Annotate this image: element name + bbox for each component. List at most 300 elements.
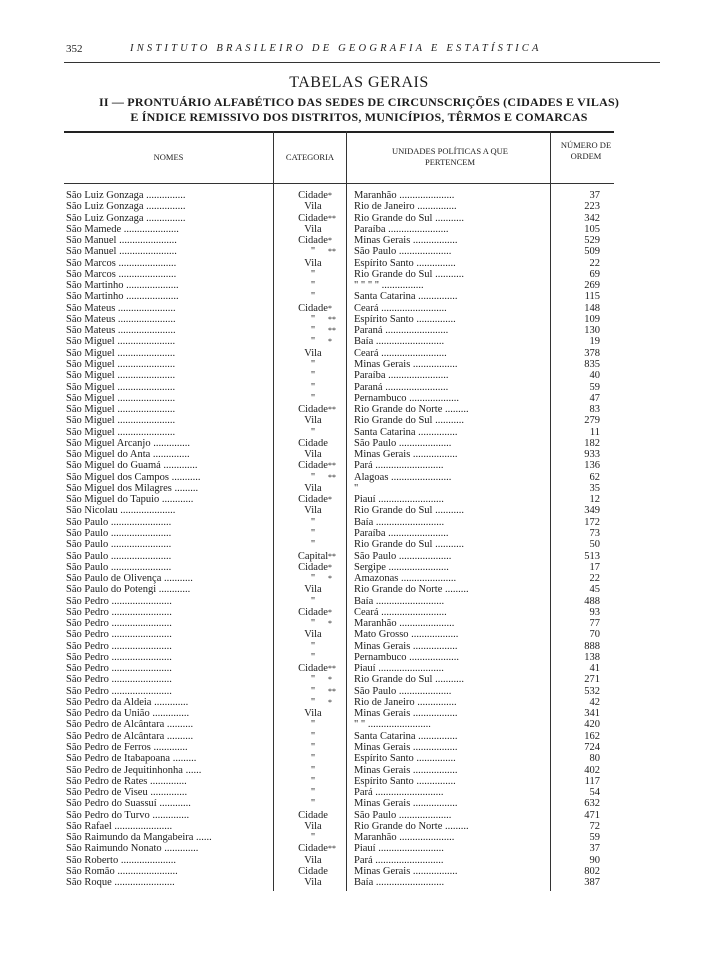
row-name: São Luiz Gonzaga ...............: [66, 212, 186, 224]
row-category: Vila: [304, 201, 322, 213]
row-number: 47: [589, 392, 600, 404]
row-name: São Pedro .......................: [66, 651, 172, 663]
row-number: 54: [589, 787, 600, 799]
row-category: Vila: [304, 347, 322, 359]
row-category: Vila: [304, 629, 322, 641]
row-category: Cidade: [298, 561, 328, 573]
row-number: 420: [584, 719, 600, 731]
row-name: São Miguel ......................: [66, 404, 176, 416]
row-unidade: Santa Catarina ...............: [354, 291, 458, 303]
row-unidade: Rio de Janeiro ...............: [354, 201, 457, 213]
row-name: São Paulo .......................: [66, 527, 172, 539]
header-rule: [64, 62, 660, 63]
row-name: São Pedro de Itabapoana .........: [66, 753, 197, 765]
table-row: [66, 787, 616, 798]
row-category: ": [310, 696, 316, 708]
row-name: São Pedro .......................: [66, 629, 172, 641]
row-number: 933: [584, 449, 600, 461]
row-number: 724: [584, 742, 600, 754]
table-row: [66, 404, 616, 415]
row-category: Vila: [304, 449, 322, 461]
row-name: São Pedro .......................: [66, 595, 172, 607]
table-row: [66, 472, 616, 483]
row-unidade: Rio Grande do Sul ...........: [354, 212, 464, 224]
row-number: 341: [584, 708, 600, 720]
row-category: Cidade: [298, 235, 328, 247]
row-name: São Manuel ......................: [66, 235, 177, 247]
row-unidade: Ceará .........................: [354, 347, 447, 359]
row-marks: *: [328, 337, 332, 347]
table-row: [66, 652, 616, 663]
row-name: São Nicolau .....................: [66, 505, 176, 517]
table-body: [66, 190, 616, 888]
row-category: ": [310, 764, 316, 776]
row-unidade: Pernambuco ...................: [354, 651, 459, 663]
row-category: ": [310, 730, 316, 742]
row-category: ": [310, 268, 316, 280]
table-row: [66, 753, 616, 764]
row-unidade: São Paulo ....................: [354, 550, 452, 562]
row-number: 835: [584, 358, 600, 370]
row-category: Vila: [304, 415, 322, 427]
row-name: São Pedro de Viseu ..............: [66, 787, 188, 799]
row-name: São Luiz Gonzaga ...............: [66, 190, 186, 201]
row-category: Cidade: [298, 843, 328, 855]
row-category: Vila: [304, 854, 322, 866]
row-number: 50: [589, 539, 600, 551]
table-row: [66, 663, 616, 674]
row-unidade: Piauí .........................: [354, 663, 444, 675]
row-number: 342: [584, 212, 600, 224]
table-row: [66, 382, 616, 393]
row-number: 471: [584, 809, 600, 821]
page-title: TABELAS GERAIS: [289, 74, 429, 91]
table-row: [66, 877, 616, 888]
table-row: [66, 336, 616, 347]
row-unidade: Alagoas .......................: [354, 471, 452, 483]
table-row: [66, 505, 616, 516]
row-category: Vila: [304, 877, 322, 889]
table-row: [66, 359, 616, 370]
row-marks: **: [328, 247, 336, 257]
row-number: 17: [589, 561, 600, 573]
row-unidade: São Paulo ....................: [354, 685, 452, 697]
row-unidade: Minas Gerais .................: [354, 798, 458, 810]
table-top-rule: [64, 131, 614, 133]
row-category: Cidade: [298, 190, 328, 201]
row-name: São Pedro de Alcântara ..........: [66, 719, 194, 731]
table-row: [66, 810, 616, 821]
row-category: Vila: [304, 708, 322, 720]
row-marks: **: [328, 686, 336, 696]
row-unidade: São Paulo ....................: [354, 809, 452, 821]
row-marks: **: [328, 314, 336, 324]
row-unidade: Amazonas .....................: [354, 573, 457, 585]
row-number: 632: [584, 798, 600, 810]
header-numero: NÚMERO DE ORDEM: [560, 140, 612, 161]
row-name: São Pedro de Rates ..............: [66, 775, 187, 787]
row-unidade: Maranhão .....................: [354, 190, 455, 201]
row-unidade: Mato Grosso ..................: [354, 629, 459, 641]
row-name: São Raimundo da Mangabeira ......: [66, 832, 212, 844]
table-row: [66, 269, 616, 280]
table-row: [66, 832, 616, 843]
row-marks: **: [328, 472, 336, 482]
row-category: Vila: [304, 505, 322, 517]
row-name: São Pedro .......................: [66, 685, 172, 697]
table-row: [66, 708, 616, 719]
table-row: [66, 517, 616, 528]
row-name: São Pedro .......................: [66, 663, 172, 675]
row-number: 80: [589, 753, 600, 765]
row-name: São Miguel ......................: [66, 381, 176, 393]
row-number: 37: [589, 843, 600, 855]
row-name: São Pedro .......................: [66, 618, 172, 630]
table-row: [66, 314, 616, 325]
row-unidade: " " " " ................: [354, 280, 424, 292]
row-marks: **: [328, 405, 336, 415]
row-number: 182: [584, 437, 600, 449]
row-name: São Miguel do Guamá .............: [66, 460, 198, 472]
row-category: ": [310, 742, 316, 754]
row-unidade: Minas Gerais .................: [354, 358, 458, 370]
row-name: São Miguel ......................: [66, 415, 176, 427]
row-number: 117: [584, 775, 600, 787]
row-category: ": [310, 618, 316, 630]
table-row: [66, 551, 616, 562]
row-unidade: Minas Gerais .................: [354, 764, 458, 776]
row-name: São Manuel ......................: [66, 246, 177, 258]
row-unidade: Pernambuco ...................: [354, 392, 459, 404]
row-category: ": [310, 651, 316, 663]
row-marks: *: [328, 675, 332, 685]
row-unidade: Piauí .........................: [354, 843, 444, 855]
table-row: [66, 483, 616, 494]
row-category: ": [310, 798, 316, 810]
row-number: 115: [584, 291, 600, 303]
row-category: ": [310, 370, 316, 382]
row-category: ": [310, 280, 316, 292]
row-unidade: Espírito Santo ...............: [354, 775, 456, 787]
table-row: [66, 855, 616, 866]
table-row: [66, 742, 616, 753]
row-category: ": [310, 573, 316, 585]
row-category: Cidade: [298, 606, 328, 618]
row-name: São Paulo de Olivença ...........: [66, 573, 193, 585]
row-category: ": [310, 358, 316, 370]
table-row: [66, 303, 616, 314]
row-number: 77: [589, 618, 600, 630]
row-category: Cidade: [298, 460, 328, 472]
table-row: [66, 719, 616, 730]
row-marks: *: [328, 562, 332, 572]
table-row: [66, 776, 616, 787]
row-unidade: Paraíba .......................: [354, 370, 449, 382]
table-row: [66, 731, 616, 742]
row-number: 22: [589, 573, 600, 585]
row-number: 130: [584, 325, 600, 337]
row-number: 37: [589, 190, 600, 201]
row-number: 72: [589, 820, 600, 832]
row-name: São Pedro do Suassuí ............: [66, 798, 191, 810]
row-number: 70: [589, 629, 600, 641]
table-row: [66, 866, 616, 877]
row-category: ": [310, 719, 316, 731]
row-marks: *: [328, 619, 332, 629]
row-unidade: Minas Gerais .................: [354, 449, 458, 461]
table-row: [66, 246, 616, 257]
row-unidade: Paraíba .......................: [354, 223, 449, 235]
row-name: São Pedro da União ..............: [66, 708, 190, 720]
row-category: Vila: [304, 482, 322, 494]
row-number: 45: [589, 584, 600, 596]
row-unidade: Baía ..........................: [354, 877, 445, 889]
row-category: ": [310, 640, 316, 652]
row-number: 62: [589, 471, 600, 483]
row-name: São Pedro .......................: [66, 640, 172, 652]
row-category: ": [310, 595, 316, 607]
row-category: Cidade: [298, 809, 328, 821]
row-marks: **: [328, 213, 336, 223]
table-row: [66, 843, 616, 854]
subtitle-line-1: II — PRONTUÁRIO ALFABÉTICO DAS SEDES DE CIRCUNSCRIÇÕES (CIDADES E VILAS): [98, 95, 620, 109]
row-number: 12: [589, 494, 600, 506]
row-category: ": [310, 246, 316, 258]
row-marks: **: [328, 844, 336, 854]
row-unidade: Ceará .........................: [354, 302, 447, 314]
row-name: São Rafael ......................: [66, 820, 173, 832]
row-category: Capital: [297, 550, 329, 562]
row-name: São Paulo .......................: [66, 550, 172, 562]
row-name: São Paulo do Potengi ............: [66, 584, 191, 596]
row-name: São Raimundo Nonato .............: [66, 843, 199, 855]
row-name: São Miguel ......................: [66, 347, 176, 359]
row-number: 172: [584, 516, 600, 528]
row-name: São Miguel do Anta ..............: [66, 449, 190, 461]
row-category: ": [310, 516, 316, 528]
table-row: [66, 607, 616, 618]
row-marks: **: [328, 461, 336, 471]
row-category: ": [310, 336, 316, 348]
row-unidade: Espírito Santo ...............: [354, 313, 456, 325]
table-row: [66, 224, 616, 235]
table-row: [66, 460, 616, 471]
row-number: 349: [584, 505, 600, 517]
row-name: São Pedro de Jequitinhonha ......: [66, 764, 202, 776]
row-unidade: Pará ..........................: [354, 787, 444, 799]
row-unidade: Santa Catarina ...............: [354, 426, 458, 438]
row-name: São Paulo .......................: [66, 516, 172, 528]
row-category: Cidade: [298, 404, 328, 416]
table-row: [66, 641, 616, 652]
row-unidade: Rio Grande do Sul ...........: [354, 505, 464, 517]
row-unidade: Rio Grande do Norte .........: [354, 820, 469, 832]
subtitle-line-2: E ÍNDICE REMISSIVO DOS DISTRITOS, MUNICÍPIOS, TÊRMOS E COMARCAS: [130, 110, 588, 124]
table-row: [66, 686, 616, 697]
row-name: São Pedro de Alcântara ..........: [66, 730, 194, 742]
table-row: [66, 618, 616, 629]
row-category: ": [310, 313, 316, 325]
table-row: [66, 393, 616, 404]
table-row: [66, 697, 616, 708]
table-row: [66, 370, 616, 381]
row-number: 73: [589, 527, 600, 539]
row-number: 888: [584, 640, 600, 652]
table-row: [66, 821, 616, 832]
row-name: São Pedro de Ferros .............: [66, 742, 188, 754]
row-category: ": [310, 381, 316, 393]
row-unidade: Minas Gerais .................: [354, 708, 458, 720]
row-category: ": [310, 685, 316, 697]
row-number: 513: [584, 550, 600, 562]
row-name: São Marcos ......................: [66, 257, 177, 269]
row-name: São Martinho ....................: [66, 291, 179, 303]
table-row: [66, 629, 616, 640]
row-unidade: Minas Gerais .................: [354, 640, 458, 652]
row-name: São Pedro do Turvo ..............: [66, 809, 190, 821]
row-marks: *: [328, 607, 332, 617]
table-row: [66, 528, 616, 539]
row-category: ": [310, 392, 316, 404]
row-unidade: Rio Grande do Norte .........: [354, 584, 469, 596]
row-name: São Mamede .....................: [66, 223, 179, 235]
row-unidade: Sergipe .......................: [354, 561, 449, 573]
row-unidade: Maranhão .....................: [354, 618, 455, 630]
row-number: 387: [584, 877, 600, 889]
row-number: 42: [589, 696, 600, 708]
row-category: ": [310, 787, 316, 799]
row-name: São Pedro .......................: [66, 606, 172, 618]
row-number: 11: [589, 426, 600, 438]
row-name: São Miguel ......................: [66, 392, 176, 404]
table-row: [66, 562, 616, 573]
row-unidade: " " ........................: [354, 719, 431, 731]
row-unidade: Rio de Janeiro ...............: [354, 696, 457, 708]
row-marks: *: [328, 495, 332, 505]
table-row: [66, 573, 616, 584]
row-category: ": [310, 426, 316, 438]
row-number: 35: [589, 482, 600, 494]
table-row: [66, 325, 616, 336]
row-category: Cidade: [298, 865, 328, 877]
row-unidade: Baía ..........................: [354, 516, 445, 528]
row-name: São Miguel ......................: [66, 358, 176, 370]
row-unidade: Baía ..........................: [354, 595, 445, 607]
row-category: Vila: [304, 223, 322, 235]
table-row: [66, 438, 616, 449]
row-name: São Miguel dos Milagres .........: [66, 482, 199, 494]
row-number: 279: [584, 415, 600, 427]
page-number: 352: [66, 43, 83, 55]
row-number: 223: [584, 201, 600, 213]
row-name: São Mateus ......................: [66, 302, 176, 314]
header-unidades: UNIDADES POLÍTICAS A QUE PERTENCEM: [392, 146, 508, 167]
row-number: 69: [589, 268, 600, 280]
row-unidade: Ceará .........................: [354, 606, 447, 618]
row-category: Vila: [304, 257, 322, 269]
row-unidade: São Paulo ....................: [354, 246, 452, 258]
row-number: 532: [584, 685, 600, 697]
row-marks: **: [328, 551, 336, 561]
row-number: 83: [589, 404, 600, 416]
row-name: São Paulo .......................: [66, 539, 172, 551]
row-name: São Paulo .......................: [66, 561, 172, 573]
row-number: 802: [584, 865, 600, 877]
table-row: [66, 596, 616, 607]
table-row: [66, 280, 616, 291]
row-name: São Romão .......................: [66, 865, 178, 877]
row-number: 378: [584, 347, 600, 359]
row-name: São Miguel dos Campos ...........: [66, 471, 201, 483]
row-number: 138: [584, 651, 600, 663]
row-unidade: Paraíba .......................: [354, 527, 449, 539]
row-number: 148: [584, 302, 600, 314]
table-row: [66, 258, 616, 269]
table-row: [66, 539, 616, 550]
row-number: 59: [589, 381, 600, 393]
table-row: [66, 201, 616, 212]
row-unidade: São Paulo ....................: [354, 437, 452, 449]
row-number: 22: [589, 257, 600, 269]
row-marks: **: [328, 664, 336, 674]
row-category: Cidade: [298, 302, 328, 314]
row-unidade: Paraná ........................: [354, 325, 449, 337]
row-marks: **: [328, 326, 336, 336]
row-number: 488: [584, 595, 600, 607]
row-category: Vila: [304, 584, 322, 596]
row-name: São Miguel ......................: [66, 426, 176, 438]
row-unidade: Rio Grande do Sul ...........: [354, 539, 464, 551]
row-marks: *: [328, 191, 332, 200]
table-row: [66, 427, 616, 438]
row-category: ": [310, 291, 316, 303]
row-unidade: Espírito Santo ...............: [354, 753, 456, 765]
row-unidade: Piauí .........................: [354, 494, 444, 506]
header-nomes: NOMES: [153, 152, 184, 162]
table-row: [66, 765, 616, 776]
row-name: São Roberto .....................: [66, 854, 176, 866]
row-name: São Pedro da Aldeia .............: [66, 696, 189, 708]
row-category: ": [310, 674, 316, 686]
row-unidade: Santa Catarina ...............: [354, 730, 458, 742]
row-name: São Miguel Arcanjo ..............: [66, 437, 190, 449]
table-row: [66, 494, 616, 505]
row-marks: *: [328, 236, 332, 246]
row-number: 109: [584, 313, 600, 325]
row-number: 136: [584, 460, 600, 472]
row-unidade: Pará ..........................: [354, 460, 444, 472]
row-name: São Martinho ....................: [66, 280, 179, 292]
table-row: [66, 235, 616, 246]
row-number: 105: [584, 223, 600, 235]
row-name: São Pedro .......................: [66, 674, 172, 686]
row-name: São Luiz Gonzaga ...............: [66, 201, 186, 213]
row-marks: *: [328, 574, 332, 584]
table-row: [66, 190, 616, 201]
row-category: Cidade: [298, 494, 328, 506]
row-category: Cidade: [298, 663, 328, 675]
row-name: São Marcos ......................: [66, 268, 177, 280]
table-header-rule: [64, 183, 614, 184]
row-category: ": [310, 775, 316, 787]
row-category: ": [310, 753, 316, 765]
row-category: ": [310, 325, 316, 337]
table-row: [66, 798, 616, 809]
row-number: 90: [589, 854, 600, 866]
row-number: 162: [584, 730, 600, 742]
row-category: Cidade: [298, 212, 328, 224]
row-category: ": [310, 832, 316, 844]
